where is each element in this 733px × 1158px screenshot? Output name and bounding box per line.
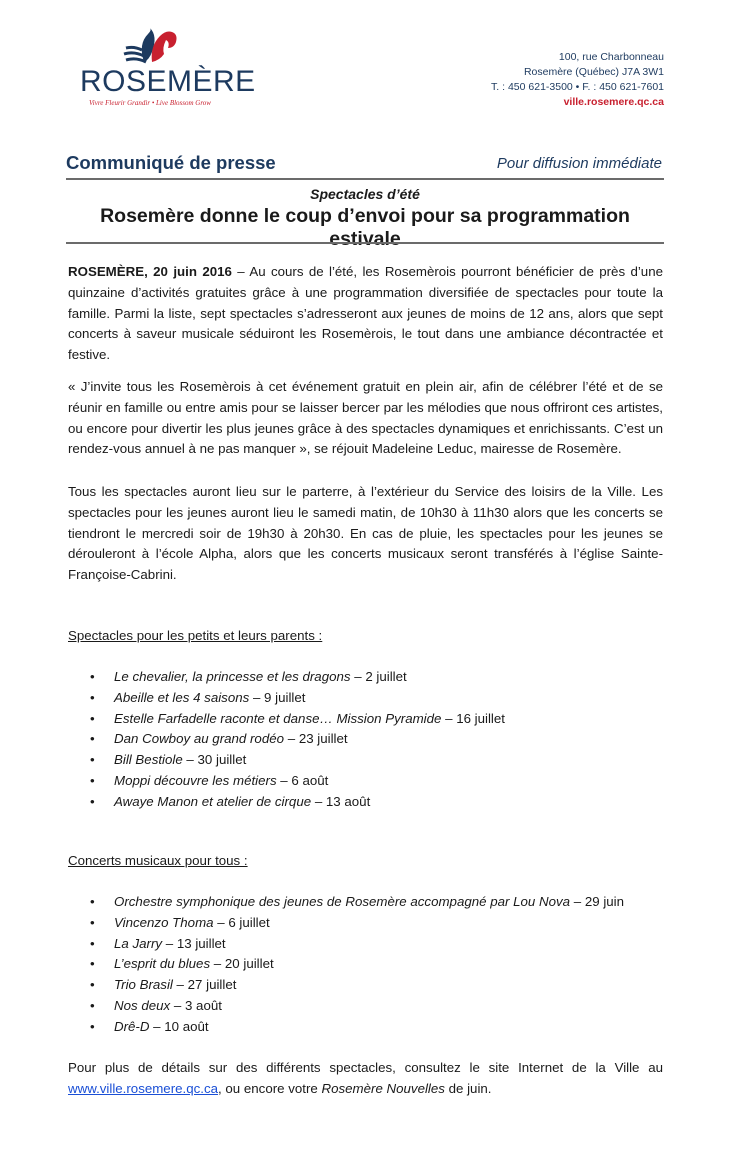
event-date: – 29 juin	[570, 894, 625, 909]
city-postal: Rosemère (Québec) J7A 3W1	[523, 66, 664, 78]
dateline: ROSEMÈRE, 20 juin 2016	[68, 264, 232, 279]
event-date: – 6 août	[276, 772, 329, 788]
closing-paragraph	[68, 1058, 663, 1100]
list-item	[90, 892, 624, 913]
closing-text-middle: , ou encore votre	[218, 1080, 322, 1096]
street-address: 100, rue Charbonneau	[558, 51, 664, 63]
kids-section-heading: Spectacles pour les petits et leurs parents :	[68, 628, 323, 643]
list-item	[90, 1017, 624, 1038]
event-title: Estelle Farfadelle raconte et danse… Mission Pyramide	[114, 710, 442, 726]
event-date: – 27 juillet	[172, 977, 237, 993]
event-title: L’esprit du blues	[114, 956, 211, 972]
concerts-section-heading: Concerts musicaux pour tous :	[68, 853, 248, 868]
list-item	[90, 771, 505, 792]
city-website-link[interactable]: www.ville.rosemere.qc.ca	[68, 1080, 219, 1096]
address-block	[491, 50, 664, 110]
quote-paragraph: « J’invite tous les Rosemèrois à cet événement gratuit en plein air, afin de célébrer l’été et de se réunir en famille ou entre amis pour se laisser bercer par les mélodies que nous offriront ces artistes, ou encore pour divertir les plus jeunes grâce à des spectacles dynamiques et enrichissants. C’est un rendez-vous annuel à ne pas manquer », se réjouit Madeleine Leduc, mairesse de Rosemère.	[68, 379, 663, 457]
event-title: Trio Brasil	[114, 977, 173, 993]
rosemere-logo	[80, 26, 256, 112]
list-item	[90, 667, 505, 688]
list-item	[90, 709, 505, 730]
event-title: Moppi découvre les métiers	[114, 772, 277, 788]
event-title: Dan Cowboy au grand rodéo	[114, 731, 285, 747]
flower-emblem-icon	[118, 26, 182, 68]
event-title: La Jarry	[114, 935, 163, 951]
lead-paragraph	[68, 262, 663, 366]
event-title: Nos deux	[114, 997, 171, 1013]
press-release-banner	[66, 150, 664, 180]
event-date: – 16 juillet	[441, 710, 505, 726]
concerts-list	[90, 892, 624, 1038]
list-item	[90, 688, 505, 709]
event-title: Bill Bestiole	[114, 752, 183, 768]
event-date: – 3 août	[170, 997, 222, 1013]
headline-divider	[66, 242, 664, 244]
list-item	[90, 729, 505, 750]
list-item	[90, 975, 624, 996]
release-status: Pour diffusion immédiate	[496, 155, 662, 172]
lead-text: – Au cours de l’été, les Rosemèrois pourront bénéficier de près d’une quinzaine d’activités gratuites grâce à une programmation diversifiée de spectacles pour toute la famille. Parmi la liste, sept spectacles s’adresseront aux jeunes de moins de 12 ans, alors que sept concerts à saveur musicale séduiront les Rosemèrois, le tout dans une ambiance décontractée et festive.	[68, 264, 663, 363]
list-item	[90, 954, 624, 975]
event-date: – 6 juillet	[213, 914, 270, 930]
logo-wordmark: ROSEMÈRE	[80, 65, 256, 98]
list-item	[90, 792, 505, 813]
kids-events-list	[90, 667, 505, 813]
closing-text: Pour plus de détails sur des différents spectacles, consultez le site Internet de la Ville au	[68, 1060, 663, 1075]
closing-text-end: de juin.	[444, 1080, 492, 1096]
phone-fax: T. : 450 621-3500 • F. : 450 621-7601	[491, 81, 664, 93]
event-date: – 2 juillet	[350, 669, 407, 684]
event-date: – 13 août	[311, 793, 371, 809]
article-headline: Rosemère donne le coup d’envoi pour sa programmation estivale	[100, 205, 630, 250]
article-kicker: Spectacles d’été	[310, 186, 420, 202]
event-title: Drê-D	[114, 1018, 150, 1034]
event-date: – 9 juillet	[249, 689, 306, 705]
event-title: Vincenzo Thoma	[114, 914, 214, 930]
event-title: Orchestre symphonique des jeunes de Rosemère accompagné par Lou Nova	[114, 894, 571, 909]
website-link[interactable]: ville.rosemere.qc.ca	[563, 96, 664, 108]
event-title: Abeille et les 4 saisons	[114, 689, 250, 705]
list-item	[90, 996, 624, 1017]
list-item	[90, 934, 624, 955]
event-date: – 20 juillet	[210, 956, 274, 972]
event-title: Awaye Manon et atelier de cirque	[114, 793, 312, 809]
event-date: – 10 août	[149, 1018, 209, 1034]
event-date: – 13 juillet	[162, 935, 226, 951]
list-item	[90, 913, 624, 934]
details-paragraph: Tous les spectacles auront lieu sur le parterre, à l’extérieur du Service des loisirs de la Ville. Les spectacles pour les jeunes auront lieu le samedi matin, de 10h30 à 11h30 alors que les concerts se tiendront le mercredi soir de 19h30 à 20h30. En cas de pluie, les spectacles pour les jeunes se dérouleront à l’école Alpha, alors que les concerts musicaux seront transférés à l’église Sainte-Françoise-Cabrini.	[68, 484, 663, 583]
logo-tagline: Vivre Fleurir Grandir • Live Blossom Grow	[89, 99, 211, 107]
list-item	[90, 750, 505, 771]
press-release-title: Communiqué de presse	[66, 152, 276, 173]
event-date: – 30 juillet	[182, 752, 247, 768]
event-title: Le chevalier, la princesse et les dragons	[114, 669, 351, 684]
publication-name: Rosemère Nouvelles	[321, 1080, 445, 1096]
event-date: – 23 juillet	[284, 731, 348, 747]
